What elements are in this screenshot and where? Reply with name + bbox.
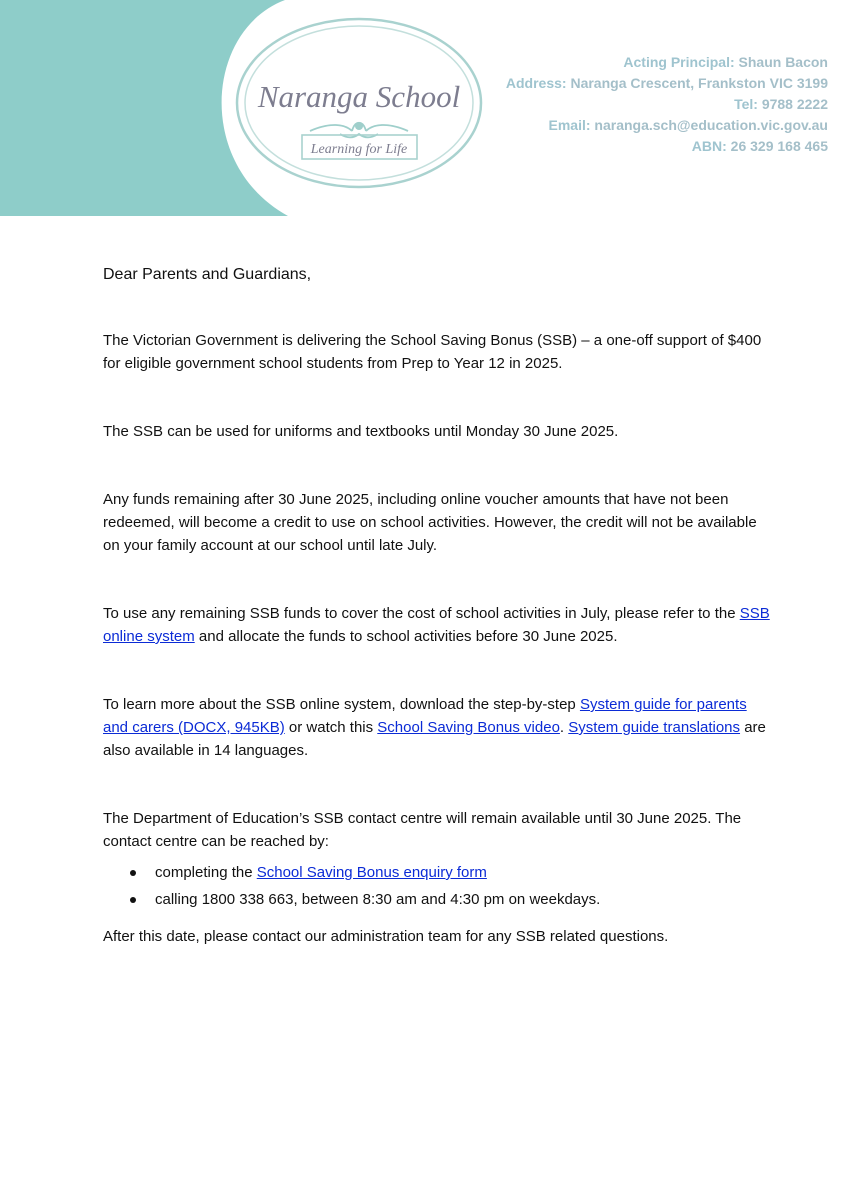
paragraph-closing: After this date, please contact our administration team for any SSB related questions. — [103, 928, 669, 945]
salutation: Dear Parents and Guardians, — [103, 266, 312, 283]
contact-abn: ABN: 26 329 168 465 — [691, 138, 828, 154]
enquiry-form-link[interactable]: School Saving Bonus enquiry form — [256, 864, 487, 881]
logo-school-name: Naranga School — [257, 79, 461, 114]
ssb-online-system-link[interactable]: SSB online system — [103, 605, 770, 645]
list-item: calling 1800 338 663, between 8:30 am and 4:30 pm on weekdays. — [155, 886, 773, 913]
ssb-video-link[interactable]: School Saving Bonus video — [377, 719, 560, 736]
contact-tel: Tel: 9788 2222 — [734, 96, 828, 112]
logo-tagline: Learning for Life — [310, 142, 408, 157]
list-item: completing the School Saving Bonus enquiry form — [155, 859, 773, 886]
paragraph-allocate: To use any remaining SSB funds to cover the cost of school activities in July, please refer to the SSB online system and allocate the funds to school activities before 30 June 2025. — [103, 605, 770, 645]
system-guide-link[interactable]: System guide for parents and carers (DOCX, 945KB) — [103, 696, 747, 736]
contact-address: Address: Naranga Crescent, Frankston VIC 3199 — [505, 75, 828, 91]
paragraph-usage: The SSB can be used for uniforms and textbooks until Monday 30 June 2025. — [103, 423, 619, 440]
system-guide-translations-link[interactable]: System guide translations — [568, 719, 741, 736]
contact-methods-list — [103, 859, 773, 913]
contact-principal: Acting Principal: Shaun Bacon — [623, 54, 828, 70]
paragraph-learn-more: To learn more about the SSB online system, download the step-by-step System guide for parents and carers (DOCX, 945KB) or watch this School Saving Bonus video. System guide translations are also available in 14 languages. — [103, 696, 766, 759]
contact-email: Email: naranga.sch@education.vic.gov.au — [548, 117, 828, 133]
letterhead — [0, 0, 859, 220]
letter-body — [103, 263, 773, 954]
paragraph-contact-centre: The Department of Education’s SSB contact centre will remain available until 30 June 2025. The contact centre can be reached by: — [103, 810, 742, 850]
paragraph-intro: The Victorian Government is delivering the School Saving Bonus (SSB) – a one-off support of $400 for eligible government school students from Prep to Year 12 in 2025. — [103, 332, 762, 372]
contact-block — [506, 52, 828, 157]
paragraph-remaining-funds: Any funds remaining after 30 June 2025, including online voucher amounts that have not been redeemed, will become a credit to use on school activities. However, the credit will not be available on your family account at our school until late July. — [103, 491, 757, 554]
